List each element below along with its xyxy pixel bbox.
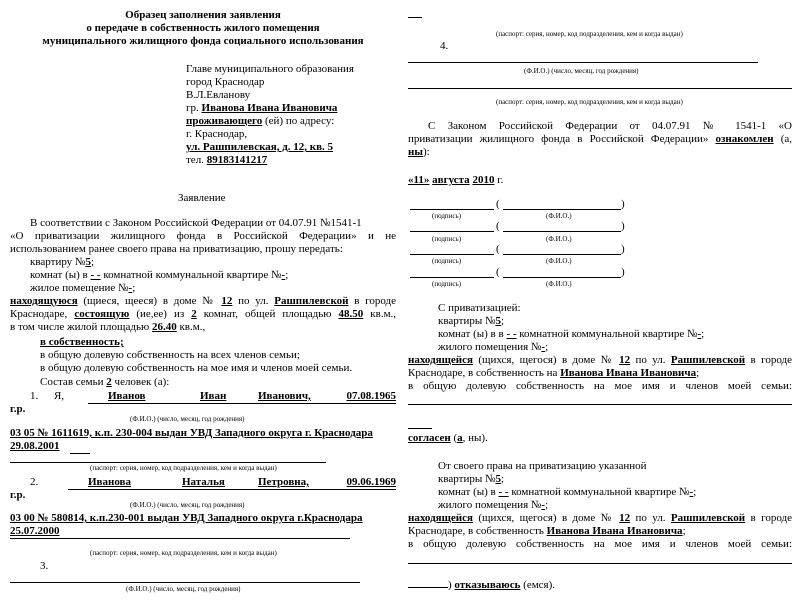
member-1-passport-1: 03 05 № 1611619, к.п. 230-004 выдан УВД Западного округа г. Краснодара [10, 427, 373, 439]
law-line-b: приватизации жилищного фонда в Российской Федерации» ознакомлен (а, [408, 133, 792, 145]
rooms-line: комнат (ы) в - - комнатной коммунальной квартире №-; [30, 269, 289, 281]
ref-living: жилого помещения №-; [438, 499, 549, 511]
shared-option-all: в общую долевую собственность на всех членов семьи; [40, 349, 300, 361]
priv-heading: С приватизацией: [438, 302, 521, 314]
applicant-street: ул. Рашпилевская, д. 12, кв. 5 [186, 141, 334, 153]
area-line: Краснодаре, состоящую (ие,ее) из 2 комнат, общей площадью 48.50 кв.м., [10, 308, 397, 320]
fio-3-caption: (Ф.И.О.) [546, 257, 572, 265]
applicant-name: гр. Иванова Ивана Ивановича [186, 102, 338, 114]
shared-option-mine: в общую долевую собственность на мое имя и членов моей семьи. [40, 362, 353, 374]
addressee-line-2: город Краснодар [186, 76, 265, 88]
statement-p1c: использованием ранее своего права на приватизацию, прошу передать: [10, 243, 343, 255]
member-1-fio-caption: (Ф.И.О.) (число, месяц, год рождения) [130, 415, 245, 423]
applicant-city: г. Краснодар, [186, 128, 248, 140]
priv-located: находящейся (щихся, щегося) в доме № 12 по ул. Рашпилевской в городе [408, 354, 792, 366]
priv-apartment: квартиры №5; [438, 315, 505, 327]
priv-living: жилого помещения №-; [438, 341, 549, 353]
refuse-heading: От своего права на приватизацию указанной [438, 460, 647, 472]
member-2-gr: г.р. [10, 489, 26, 501]
agree-line: согласен (а, ны). [408, 432, 488, 444]
title-line-2: о передаче в собственность жилого помещения [86, 22, 320, 34]
member-2-fio-caption: (Ф.И.О.) (число, месяц, год рождения) [130, 501, 245, 509]
fio-1-caption: (Ф.И.О.) [546, 212, 572, 220]
refuse-line: ) отказываюсь (емся). [408, 577, 555, 592]
member-4-number: 4. [440, 40, 449, 52]
title-line-1: Образец заполнения заявления [125, 9, 281, 21]
statement-heading: Заявление [178, 192, 226, 204]
statement-p1a: В соответствии с Законом Российской Федерации от 04.07.91 №1541-1 [30, 217, 362, 229]
ref-rooms: комнат (ы) в - - комнатной коммунальной квартире №-; [438, 486, 697, 498]
apartment-line: квартиру №5; [30, 256, 94, 268]
member-4-passport-caption: (паспорт: серия, номер, код подразделения, кем и когда выдан) [496, 98, 683, 106]
sig-4-caption: (подпись) [432, 280, 462, 288]
addressee-line-1: Главе муниципального образования [186, 63, 354, 75]
title-line-3: муниципального жилищного фонда социального использования [42, 35, 364, 47]
sig-2-caption: (подпись) [432, 235, 462, 243]
applicant-residing: проживающего (ей) по адресу: [186, 115, 335, 127]
family-line: Состав семьи 2 человек (а): [40, 376, 170, 388]
statement-p1b: «О приватизации жилищного фонда в Российской Федерации» и не [10, 230, 396, 242]
member-3-passport-caption: (паспорт: серия, номер, код подразделения, кем и когда выдан) [496, 30, 683, 38]
member-2-passport-1: 03 00 № 580814, к.п.230-001 выдан УВД Западного округа г.Краснодара [10, 512, 363, 524]
member-3-fio-caption: (Ф.И.О.) (число, месяц, год рождения) [126, 585, 241, 593]
law-line-c: ны): [408, 146, 430, 158]
ref-located: находящейся (щихся, щегося) в доме № 12 по ул. Рашпилевской в городе [408, 512, 792, 524]
law-line-a: С Законом Российской Федерации от 04.07.91 № 1541-1 «О [428, 120, 792, 132]
applicant-phone: тел. 89183141217 [186, 154, 268, 166]
member-4-fio-caption: (Ф.И.О.) (число, месяц, год рождения) [524, 67, 639, 75]
living-area-line: в том числе жилой площадью 26.40 кв.м., [10, 321, 206, 333]
sig-3-caption: (подпись) [432, 257, 462, 265]
priv-rooms: комнат (ы) в в - - комнатной коммунальной квартире №-; [438, 328, 705, 340]
sig-1-caption: (подпись) [432, 212, 462, 220]
member-2-passport-2: 25.07.2000 [10, 525, 60, 537]
ref-shared: в общую долевую собственность на мое имя и членов моей семьи: [408, 538, 792, 550]
living-line: жилое помещение №-; [30, 282, 136, 294]
located-line: находящуюся (щиеся, щееся) в доме № 12 по ул. Рашпилевской в городе [10, 295, 397, 307]
member-1-passport-2: 29.08.2001 [10, 440, 60, 452]
priv-shared: в общую долевую собственность на мое имя и членов моей семьи: [408, 380, 792, 392]
priv-owner-line: Краснодаре, в собственность на Иванова Ивана Ивановича; [408, 367, 700, 379]
fio-4-caption: (Ф.И.О.) [546, 280, 572, 288]
member-2-passport-caption: (паспорт: серия, номер, код подразделения, кем и когда выдан) [90, 549, 277, 557]
date-line: «11» августа 2010 г. [408, 174, 504, 186]
member-3-number: 3. [40, 560, 49, 572]
fio-2-caption: (Ф.И.О.) [546, 235, 572, 243]
ref-apartment: квартиры №5; [438, 473, 505, 485]
member-1-passport-caption: (паспорт: серия, номер, код подразделения, кем и когда выдан) [90, 464, 277, 472]
ownership-option: в собственность; [40, 336, 124, 348]
ref-owner-line: Краснодаре, в собственность Иванова Ивана Ивановича; [408, 525, 686, 537]
addressee-line-3: В.Л.Евланову [186, 89, 251, 101]
member-1-gr: г.р. [10, 403, 26, 415]
